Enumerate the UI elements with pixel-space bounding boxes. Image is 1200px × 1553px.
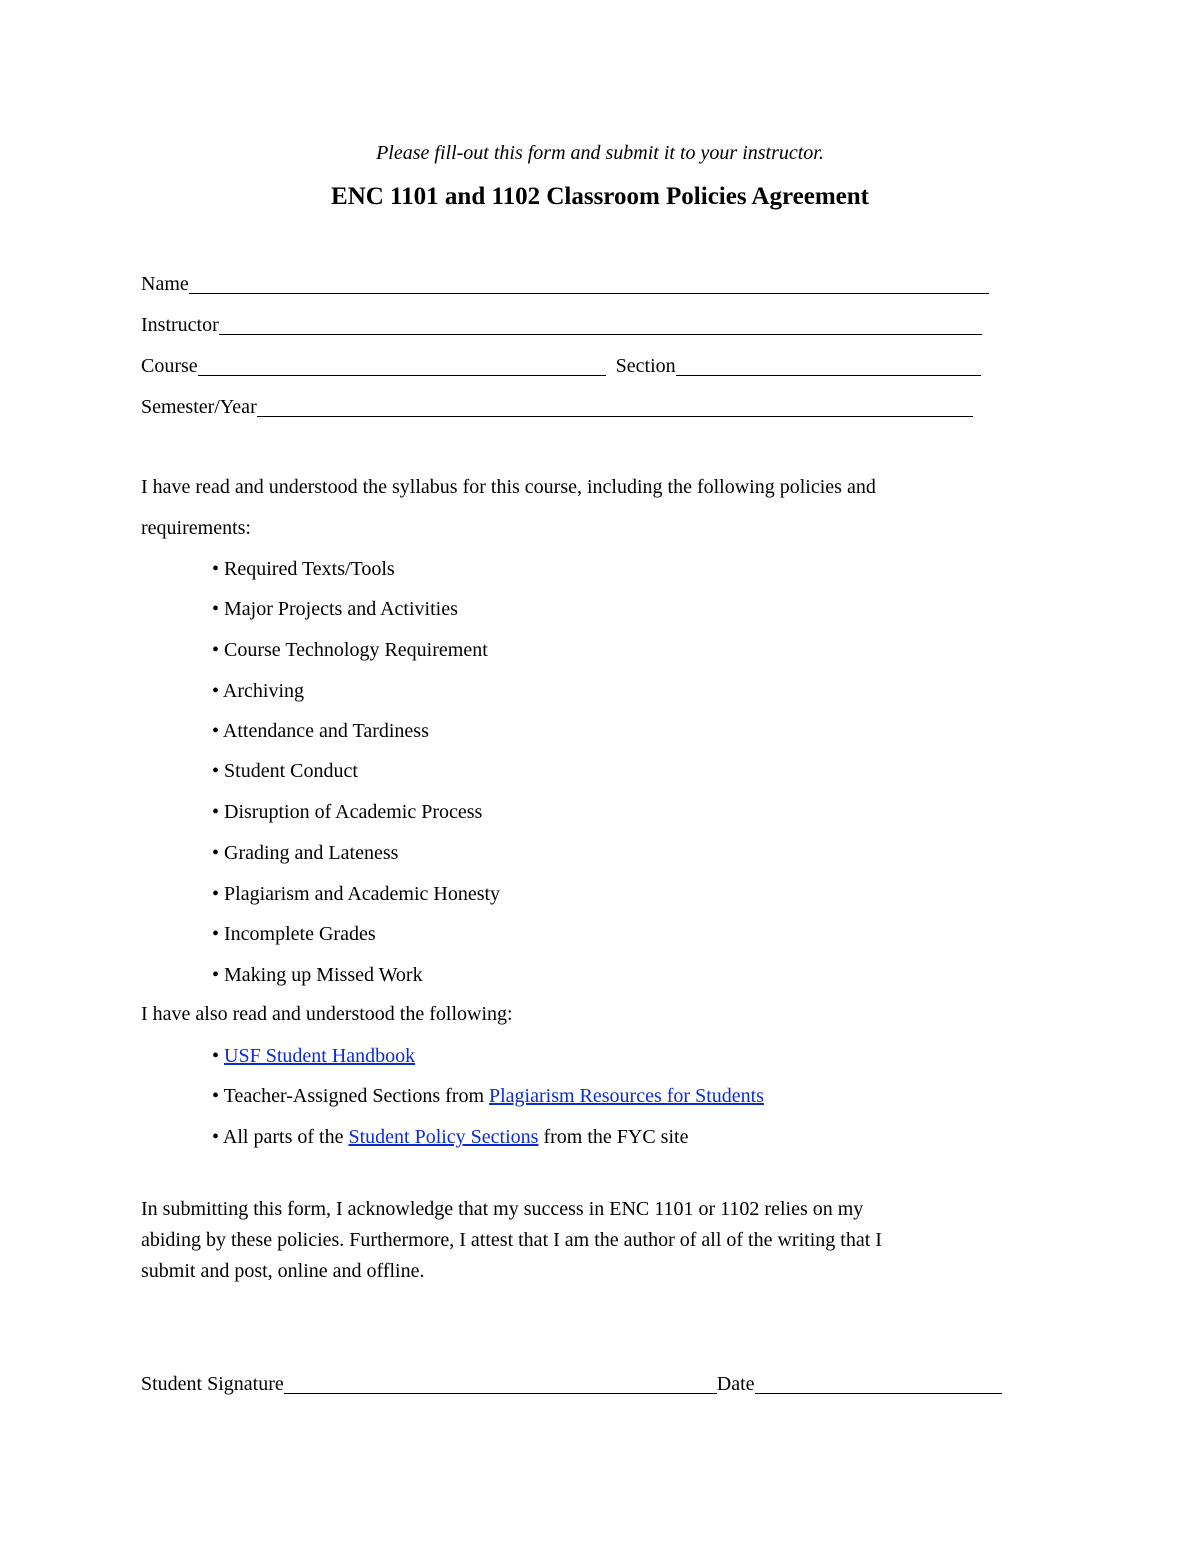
bullet-icon: •: [212, 883, 220, 905]
name-input-line[interactable]: [189, 273, 989, 294]
course-input-line[interactable]: [198, 355, 606, 376]
list-item: • Incomplete Grades: [212, 923, 376, 945]
also-read-heading: I have also read and understood the following:: [141, 1003, 513, 1025]
syllabus-statement-line: requirements:: [141, 517, 251, 539]
list-item: • Required Texts/Tools: [212, 558, 395, 580]
instructor-input-line[interactable]: [219, 314, 982, 335]
bullet-icon: •: [212, 1085, 220, 1107]
list-item: • Making up Missed Work: [212, 964, 423, 986]
date-input-line[interactable]: [755, 1373, 1002, 1394]
semester-year-input-line[interactable]: [257, 396, 973, 417]
course-label: Course: [141, 355, 198, 377]
list-item: • Teacher-Assigned Sections from Plagiarism Resources for Students: [212, 1085, 764, 1107]
name-label: Name: [141, 273, 189, 295]
list-item: • Student Conduct: [212, 760, 358, 782]
section-input-line[interactable]: [676, 355, 981, 376]
syllabus-statement-line: I have read and understood the syllabus for this course, including the following policies and: [141, 476, 876, 498]
bullet-icon: •: [212, 598, 220, 620]
usf-student-handbook-link[interactable]: USF Student Handbook: [224, 1045, 416, 1067]
bullet-icon: •: [212, 964, 220, 986]
date-label: Date: [716, 1373, 755, 1395]
list-item: • Course Technology Requirement: [212, 639, 488, 661]
acknowledgement-line: In submitting this form, I acknowledge that my success in ENC 1101 or 1102 relies on my: [141, 1198, 864, 1220]
bullet-icon: •: [212, 639, 220, 661]
form-instruction: Please fill-out this form and submit it to your instructor.: [376, 142, 824, 164]
list-item: • Plagiarism and Academic Honesty: [212, 883, 501, 905]
list-item: [212, 1043, 415, 1069]
list-item: • Disruption of Academic Process: [212, 801, 483, 823]
list-item: • Archiving: [212, 680, 305, 702]
semester-year-label: Semester/Year: [141, 396, 257, 418]
course-section-field[interactable]: [141, 353, 981, 379]
list-item: • All parts of the Student Policy Sections from the FYC site: [212, 1126, 689, 1148]
student-signature-label: Student Signature: [141, 1373, 284, 1395]
bullet-icon: •: [212, 760, 220, 782]
semester-year-field[interactable]: [141, 394, 973, 420]
list-item: • Attendance and Tardiness: [212, 720, 429, 742]
acknowledgement-line: abiding by these policies. Furthermore, I attest that I am the author of all of the writing that I: [141, 1229, 882, 1251]
page-title: ENC 1101 and 1102 Classroom Policies Agreement: [331, 183, 869, 210]
instructor-label: Instructor: [141, 314, 219, 336]
list-item: • Major Projects and Activities: [212, 598, 458, 620]
syllabus-statement: [141, 472, 1021, 544]
student-policy-sections-link[interactable]: Student Policy Sections: [348, 1126, 539, 1148]
bullet-icon: •: [212, 842, 220, 864]
signature-input-line[interactable]: [284, 1373, 717, 1394]
acknowledgement-line: submit and post, online and offline.: [141, 1260, 425, 1282]
signature-date-field[interactable]: [141, 1371, 1002, 1397]
plagiarism-resources-link[interactable]: Plagiarism Resources for Students: [489, 1085, 764, 1107]
bullet-icon: •: [212, 558, 220, 580]
bullet-icon: •: [212, 1126, 220, 1148]
instructor-field[interactable]: [141, 312, 982, 338]
list-item: • Grading and Lateness: [212, 842, 399, 864]
name-field[interactable]: [141, 271, 989, 297]
acknowledgement-paragraph: [141, 1194, 1021, 1287]
section-label: Section: [615, 355, 676, 377]
bullet-icon: •: [212, 923, 220, 945]
bullet-icon: •: [212, 720, 220, 742]
bullet-icon: •: [212, 1045, 220, 1067]
bullet-icon: •: [212, 680, 220, 702]
bullet-icon: •: [212, 801, 220, 823]
